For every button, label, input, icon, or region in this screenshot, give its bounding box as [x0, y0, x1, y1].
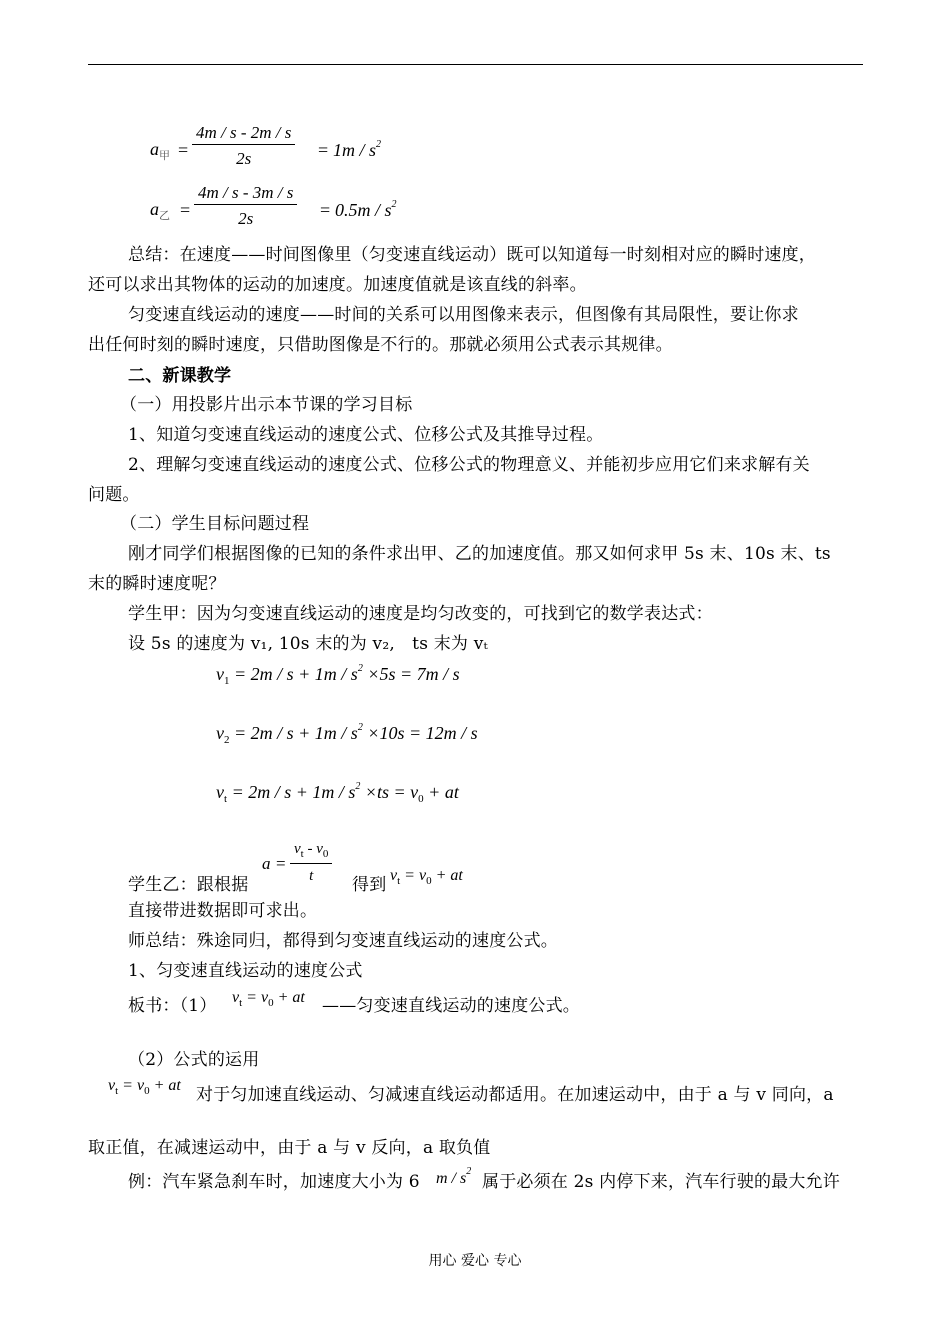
fraction-denominator: 2s [236, 149, 252, 168]
paragraph-2-line-2: 出任何时刻的瞬时速度，只借助图像是不行的。那就必须用公式表示其规律。 [88, 335, 673, 355]
paragraph-3-line-2: 末的瞬时速度呢？ [88, 574, 226, 594]
formula-a-jia-lhs: $a_甲$ [150, 139, 170, 162]
equals-sign: = [318, 140, 329, 160]
formula-v1: $v_1 = 2m / s + 1m / s^2 \times 5s = 7m / s$ [216, 663, 460, 687]
goal-1: 1、知道匀变速直线运动的速度公式、位移公式及其推导过程。 [128, 425, 604, 445]
page-footer: 用心 爱心 专心 [428, 1253, 522, 1269]
goal-2-line-1: 2、理解匀变速直线运动的速度公式、位移公式的物理意义、并能初步应用它们来求解有关 [128, 455, 810, 475]
formula-vt-result: $v_t = v_0$ + at [390, 867, 463, 887]
board-suffix: ——匀变速直线运动的速度公式。 [322, 996, 580, 1016]
student-b-text: 学生乙：跟根据 [128, 875, 249, 895]
summary-line-2: 还可以求出其物体的运动的加速度。加速度值就是该直线的斜率。 [88, 275, 587, 295]
subsection-2: （二）学生目标问题过程 [120, 514, 310, 534]
fraction-denominator: 2s [238, 209, 254, 228]
student-b-got-text: 得到 [352, 875, 387, 895]
board-prefix: 板书：（1） [128, 996, 217, 1016]
formula-a-jia-fraction [192, 124, 295, 167]
formula-a-jia-rhs: $1m / s^2$ [333, 139, 382, 160]
example-suffix: 属于必须在 2s 内停下来，汽车行驶的最大允许 [482, 1172, 840, 1192]
formula-a-yi-lhs: $a_乙$ [150, 199, 170, 222]
formula-v2: $v_2 = 2m / s + 1m / s^2 \times 10s = 12m / s$ [216, 722, 478, 746]
equals-sign: = [178, 140, 189, 160]
subsection-1: （一）用投影片出示本节课的学习目标 [120, 395, 413, 415]
setup-line: 设 5s 的速度为 v₁, 10s 末的为 v₂, ts 末为 vₜ [128, 634, 488, 654]
equals-sign: = [320, 200, 331, 220]
fraction-numerator: 4m / s - 3m / s [194, 184, 297, 205]
apply-text-line-2: 取正值，在减速运动中，由于 a 与 v 反向，a 取负值 [88, 1138, 491, 1158]
example-unit: m / $s^2$ [436, 1166, 472, 1187]
formula-a-def-fraction [290, 842, 332, 884]
formula-vt: $v_t = 2m / s + 1m / s^2 \times ts = v_0$ + at [216, 781, 459, 805]
fraction-numerator: 4m / s - 2m / s [192, 124, 295, 145]
formula-a-yi-fraction [194, 184, 297, 227]
paragraph-2-line-1: 匀变速直线运动的速度——时间的关系可以用图像来表示，但图像有其局限性，要让你求 [128, 305, 799, 325]
equals-sign: = [276, 854, 286, 873]
fraction-numerator: $v_t - v_0$ [290, 842, 332, 864]
section-heading: 二、新课教学 [128, 366, 232, 386]
formula-board: $v_t = v_0$ + at [232, 989, 305, 1009]
fraction-denominator: t [309, 868, 314, 884]
apply-text-line-1: 对于匀加速直线运动、匀减速直线运动都适用。在加速运动中，由于 a 与 v 同向，a [196, 1085, 834, 1105]
header-rule [88, 64, 863, 65]
paragraph-3-line-1: 刚才同学们根据图像的已知的条件求出甲、乙的加速度值。那又如何求甲 5s 末、10s 末、ts [128, 544, 831, 564]
equals-sign: = [180, 200, 191, 220]
student-a-text: 学生甲：因为匀变速直线运动的速度是均匀改变的，可找到它的数学表达式： [128, 604, 713, 624]
direct-text: 直接带进数据即可求出。 [128, 901, 318, 921]
teacher-summary: 师总结：殊途同归，都得到匀变速直线运动的速度公式。 [128, 931, 558, 951]
formula-apply: $v_t = v_0$ + at [108, 1077, 181, 1097]
example-prefix: 例：汽车紧急刹车时，加速度大小为 6 [128, 1172, 420, 1192]
item-1-heading: 1、匀变速直线运动的速度公式 [128, 961, 363, 981]
item-2-heading: （2）公式的运用 [128, 1050, 260, 1070]
summary-line-1: 总结：在速度——时间图像里（匀变速直线运动）既可以知道每一时刻相对应的瞬时速度， [128, 245, 816, 265]
formula-a-yi-rhs: $0.5m / s^2$ [335, 199, 397, 220]
formula-a-def-lhs: a [262, 854, 271, 873]
goal-2-line-2: 问题。 [88, 485, 140, 505]
